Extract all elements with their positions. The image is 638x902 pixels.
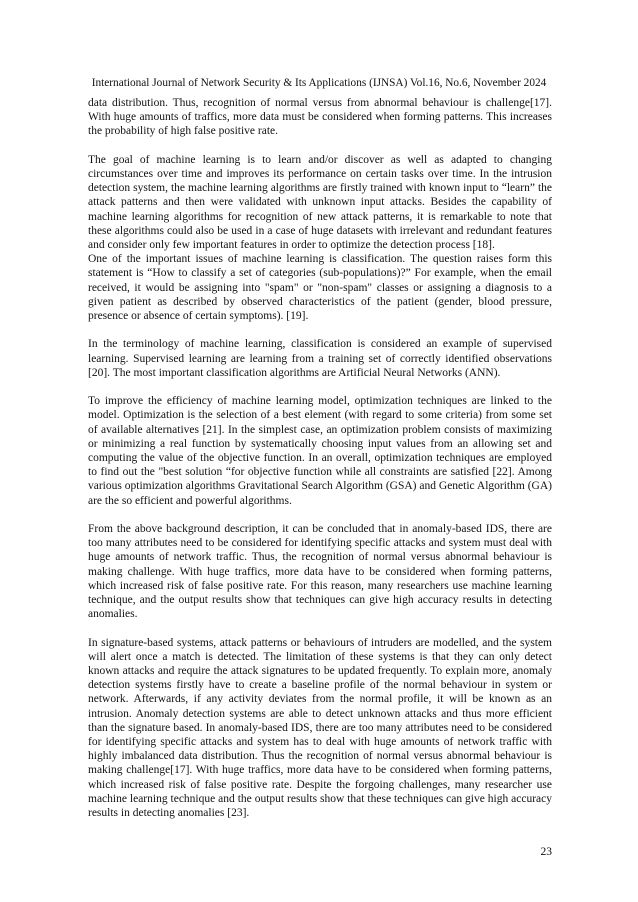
- paragraph: data distribution. Thus, recognition of normal versus from abnormal behaviour is challenge[17]. With huge amounts of traffics, more data must be considered when forming patterns. This increases the probability of high false positive rate.: [88, 97, 552, 138]
- paragraph: In signature-based systems, attack patterns or behaviours of intruders are modelled, and the system will alert once a match is detected. The limitation of these systems is that they can only detect known attacks and require the attack signatures to be updated frequently. To explain more, anomaly detection systems firstly have to create a baseline profile of the normal behaviour in system or network. Afterwards, if any activity deviates from the normal profile, it will be known as an intrusion. Anomaly detection systems are able to detect unknown attacks and thus more efficient than the signature based. In anomaly-based IDS, there are too many attributes need to be considered for identifying specific attacks and system has to deal with huge amounts of network traffic with highly imbalanced data distribution. Thus the recognition of normal versus abnormal behaviour is making challenge[17]. With huge traffics, more data have to be considered when forming patterns, which increased risk of false positive rate. Despite the forgoing challenges, many researcher use machine learning technique and the output results show that these techniques can give high accuracy results in detecting anomalies [23].: [88, 636, 552, 820]
- paragraph: In the terminology of machine learning, classification is considered an example of supervised learning. Supervised learning are learning from a training set of correctly identified observations [20]. The most important classification algorithms are Artificial Neural Networks (ANN).: [88, 338, 552, 379]
- running-head: International Journal of Network Security & Its Applications (IJNSA) Vol.16, No.6, November 2024: [91, 77, 547, 89]
- paragraph: One of the important issues of machine learning is classification. The question raises form this statement is “How to classify a set of categories (sub-populations)?” For example, when the email received, it would be assigning into "spam" or "non-spam" classes or assigning a diagnosis to a given patient as described by observed characteristics of the patient (gender, blood pressure, presence or absence of certain symptoms). [19].: [88, 253, 552, 323]
- paragraph: To improve the efficiency of machine learning model, optimization techniques are linked to the model. Optimization is the selection of a best element (with regard to some criteria) from some set of available alternatives [21]. In the simplest case, an optimization problem consists of maximizing or minimizing a real function by systematically choosing input values from an allowing set and computing the value of the objective function. In an overall, optimization techniques are employed to find out the "best solution “for objective function while all constraints are satisfied [22]. Among various optimization algorithms Gravitational Search Algorithm (GSA) and Genetic Algorithm (GA) are the so efficient and powerful algorithms.: [88, 395, 552, 507]
- paragraph: From the above background description, it can be concluded that in anomaly-based IDS, there are too many attributes need to be considered for identifying specific attacks and system must deal with huge amounts of network traffic. Thus, the recognition of normal versus abnormal behaviour is making challenge. With huge traffics, more data have to be considered when forming patterns, which increased risk of false positive rate. For this reason, many researchers use machine learning technique, and the output results show that techniques can give high accuracy results in detecting anomalies.: [88, 523, 552, 621]
- page-number: 23: [540, 846, 552, 858]
- paragraph: The goal of machine learning is to learn and/or discover as well as adapted to changing circumstances over time and improves its performance on certain tasks over time. In the intrusion detection system, the machine learning algorithms are firstly trained with known input to “learn” the attack patterns and then were validated with unknown input attacks. Besides the capability of machine learning algorithms for recognition of new attack patterns, it is remarkable to note that these algorithms could also be used in a case of huge datasets with irrelevant and redundant features and consider only few important features in order to optimize the detection process [18].: [88, 153, 552, 252]
- body-text: [88, 96, 552, 834]
